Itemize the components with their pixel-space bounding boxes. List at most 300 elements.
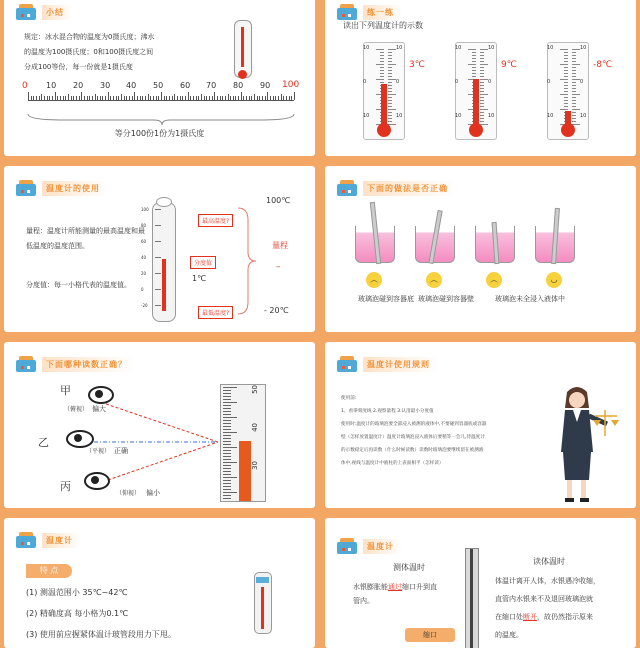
scale-tick [60, 96, 61, 100]
measure-text [353, 580, 473, 608]
scale-tick [84, 96, 85, 100]
scale-tick [572, 106, 576, 107]
scale-tick [560, 79, 568, 80]
blackboard-icon [16, 532, 36, 548]
scale-tick [376, 49, 384, 50]
scale-tick [560, 49, 568, 50]
scale-tick [472, 55, 476, 56]
scale-tick [472, 52, 476, 53]
slide-practice[interactable] [325, 0, 636, 156]
scale-tick [132, 96, 133, 100]
scale-tick [177, 96, 178, 100]
slide-clinical-thermometer[interactable] [4, 518, 315, 648]
rules-line: 1、看零刻度线 2.观察量程 3.认清最小分度值 [341, 409, 434, 414]
bracket [24, 112, 304, 126]
definition-line: 分成100等份，每一份就是1摄氏度 [24, 63, 133, 71]
instruction-text: 读出下列温度计的示数 [343, 21, 423, 30]
scale-tick [480, 94, 488, 95]
scale-tick [57, 96, 58, 100]
scale-tick [223, 435, 231, 436]
scale-tick [564, 97, 568, 98]
slide-header [16, 4, 72, 20]
scale-tick [254, 94, 255, 100]
scale-tick [560, 109, 568, 110]
mercury-column [241, 27, 244, 67]
scale-tick [388, 82, 392, 83]
scale-tick [564, 58, 568, 59]
scale-tick [41, 94, 42, 100]
read-line: 体温计离开人体，水银遇冷收缩， [495, 577, 600, 585]
scale-tick [55, 92, 56, 100]
slide-header [337, 356, 438, 372]
scale-tick [223, 489, 231, 490]
scale-tick [572, 97, 576, 98]
scale-tick [388, 88, 392, 89]
scale-tick [223, 462, 237, 463]
thermometer-illustration [141, 202, 176, 322]
rules-line: 使用前: [341, 396, 357, 401]
min-temp-label: 最低温度? [198, 306, 233, 319]
scale-tick [116, 96, 117, 100]
slide-thermometer-use[interactable] [4, 166, 315, 332]
range-definition: 量程：温度计所能测量的最高温度和最低温度的温度范围。 [26, 227, 145, 250]
scale-tick [73, 96, 74, 100]
read-line: 直管内水银来不及退回玻璃泡就 [495, 595, 593, 603]
mercury-column [261, 587, 264, 629]
scale-tick [468, 64, 476, 65]
scale-tick [182, 96, 183, 100]
scale-tick [572, 103, 576, 104]
scale-tick [480, 58, 484, 59]
scale-tick [480, 55, 484, 56]
eye-b-name: 乙 [38, 436, 49, 449]
feature-item: (3) 使用前应握紧体温计玻管段用力下甩。 [26, 630, 176, 639]
tick-label: 0 [141, 287, 144, 292]
scale-tick [230, 96, 231, 100]
scale-tick [480, 118, 484, 119]
blackboard-icon [337, 180, 357, 196]
scale-tick [214, 92, 215, 100]
scale-tick [388, 112, 392, 113]
thermometer-bulb [238, 70, 247, 79]
scale-tick [380, 67, 384, 68]
scale-tick [480, 100, 484, 101]
sad-face-icon: ︵ [486, 272, 502, 288]
scale-tick [223, 405, 231, 406]
scale-tick [572, 58, 576, 59]
scale-tick [388, 61, 392, 62]
scale-tick [265, 96, 266, 100]
slide-title: 温度计 [363, 539, 402, 554]
practice-thermometer [455, 42, 497, 140]
thermometer-illustration [234, 20, 252, 78]
scale-tick [65, 96, 66, 100]
division-definition: 分度值：每一小格代表的温度值。 [26, 281, 131, 289]
slide-title: 小结 [42, 5, 72, 20]
scale-tick [480, 70, 484, 71]
scale-tick [193, 96, 194, 100]
scale-tick [480, 76, 484, 77]
scale-tick [39, 96, 40, 100]
scale-tick [228, 94, 229, 100]
scale-tick [267, 92, 268, 100]
scale-number: 50 [251, 385, 259, 394]
blackboard-icon [337, 356, 357, 372]
scale-tick [223, 396, 231, 397]
scale-tick [275, 96, 276, 100]
tick-label: 10 [363, 45, 370, 51]
scale-tick [572, 109, 580, 110]
thermometer-ring [156, 197, 172, 207]
scale-tick [480, 73, 484, 74]
scale-tick [376, 64, 384, 65]
scale-tick [480, 97, 484, 98]
scale-tick [223, 456, 231, 457]
teacher-illustration [545, 382, 621, 504]
scale-tick [480, 61, 484, 62]
definition-line: 规定：冰水混合物的温度为0摄氏度；沸水 [24, 33, 155, 41]
scale-tick [564, 73, 568, 74]
scale-tick [137, 96, 138, 100]
tick-label: 10 [547, 113, 554, 119]
scale-tick [158, 96, 159, 100]
scale-tick [155, 289, 161, 290]
scale-tick [223, 480, 231, 481]
scale-tick [87, 96, 88, 100]
tick-label: 0 [580, 79, 584, 85]
scale-tick [142, 96, 143, 100]
scale-tick [223, 399, 231, 400]
scale-tick [124, 96, 125, 100]
scale-tick [47, 96, 48, 100]
bottom-value: - 20℃ [264, 306, 289, 315]
scale-tick [480, 79, 488, 80]
scale-label: 80 [233, 81, 244, 90]
scale-tick [223, 387, 237, 388]
neck-label: 缩口 [405, 628, 455, 642]
slide-title: 温度计使用规则 [363, 357, 438, 372]
scale-tick [223, 459, 231, 460]
scale-tick [223, 471, 231, 472]
scale-tick [388, 85, 392, 86]
tick-label: 0 [488, 79, 492, 85]
slide-title: 下面的做法是否正确 [363, 181, 456, 196]
scale-tick [118, 96, 119, 100]
mercury-column [381, 84, 387, 127]
scale-tick [140, 96, 141, 100]
scale-tick [380, 70, 384, 71]
scale-tick [472, 73, 476, 74]
tick-label: 100 [141, 207, 149, 212]
tick-label: -20 [141, 303, 148, 308]
scale-tick [105, 96, 106, 100]
read-highlight: 断开 [523, 613, 537, 621]
scale-tick [225, 96, 226, 100]
scale-tick [206, 96, 207, 100]
scale-tick [97, 96, 98, 100]
scale-tick [89, 96, 90, 100]
sight-lines [4, 342, 315, 508]
scale-tick [564, 100, 568, 101]
scale-tick [380, 82, 384, 83]
scale-tick [223, 414, 231, 415]
measure-text-part: 管内。 [353, 597, 374, 605]
scale-tick [223, 441, 231, 442]
scale-tick [388, 106, 392, 107]
tick-label: 10 [396, 113, 403, 119]
scale-tick [126, 96, 127, 100]
scale-tick [572, 85, 576, 86]
scale-tick [572, 70, 576, 71]
scale-label: 30 [100, 81, 111, 90]
scale-tick [564, 91, 568, 92]
slide-correct-usage[interactable] [325, 166, 636, 332]
scale-label: 70 [206, 81, 217, 90]
scale-tick [223, 417, 237, 418]
scale-tick [480, 52, 484, 53]
scale-tick [468, 49, 476, 50]
scale-tick [572, 55, 576, 56]
slide-header [337, 4, 402, 20]
scale-tick [388, 91, 392, 92]
scale-tick [480, 88, 484, 89]
scale-tick [560, 94, 568, 95]
scale-tick [196, 96, 197, 100]
scale-tick [148, 94, 149, 100]
mercury-column [162, 259, 166, 311]
max-temp-label: 最高温度? [198, 214, 233, 227]
scale-tick [388, 52, 392, 53]
scale-tick [480, 85, 484, 86]
scale-tick [572, 49, 580, 50]
scale-tick [564, 85, 568, 86]
scale-tick [480, 82, 484, 83]
scale-tick [564, 76, 568, 77]
scale-tick [223, 450, 231, 451]
blackboard-icon [337, 4, 357, 20]
tick-label: 10 [396, 45, 403, 51]
eye-c-result: 偏小 [146, 489, 160, 497]
definition-text [24, 30, 224, 75]
scale-tick [153, 96, 154, 100]
read-line: 在缩口处 [495, 613, 523, 621]
feature-tag: 特 点 [26, 564, 72, 578]
slide-header [337, 180, 456, 196]
scale-tick [121, 94, 122, 100]
scale-tick [223, 465, 231, 466]
scale-tick [480, 67, 484, 68]
slide-header [337, 538, 402, 554]
tick-label: 0 [455, 79, 459, 85]
scale-tick [223, 411, 231, 412]
tick-label: 80 [141, 223, 147, 228]
slide-summary[interactable] [4, 0, 315, 156]
scale-tick [380, 76, 384, 77]
rules-line: 体中,视线与温度计中液柱的上表面相平（怎样读） [341, 461, 444, 466]
scale-tick [212, 96, 213, 100]
scale-tick [169, 96, 170, 100]
feature-item: (1) 测温范围小 35℃~42℃ [26, 588, 128, 597]
feature-item: (2) 精确度高 每小格为0.1℃ [26, 609, 129, 618]
thermometer-bulb [377, 123, 391, 137]
scale-tick [472, 76, 476, 77]
thermometer-reading: 9℃ [501, 60, 517, 70]
division-value: 1℃ [192, 274, 207, 283]
measure-label: 测体温时 [393, 563, 425, 572]
scale-tick [155, 273, 161, 274]
slide-usage-rules[interactable] [325, 342, 636, 508]
read-text [495, 572, 631, 644]
scale-tick [259, 96, 260, 100]
thermometer-reading: 3℃ [409, 60, 425, 70]
thermometer-reading: -8℃ [593, 60, 613, 70]
eye-c-desc: （仰视） [116, 490, 141, 497]
scale-tick [388, 49, 396, 50]
scale-tick [572, 64, 580, 65]
slide-header [16, 532, 81, 548]
scale-tick [198, 96, 199, 100]
scale-tick [161, 92, 162, 100]
scale-tick [223, 402, 237, 403]
scale-tick [572, 100, 576, 101]
scale-tick [388, 94, 396, 95]
scale-tick [223, 498, 231, 499]
scale-tick [388, 100, 392, 101]
scale-tick [572, 88, 576, 89]
scale-tick [190, 96, 191, 100]
slide-reading-angle[interactable] [4, 342, 315, 508]
slide-title: 练一练 [363, 5, 402, 20]
scale-tick [472, 58, 476, 59]
eye-b-result: 正确 [114, 447, 128, 455]
tick-label: 0 [396, 79, 400, 85]
scale-tick [289, 96, 290, 100]
scale-tick [480, 115, 484, 116]
rules-line: 使用时:温度计的玻璃泡要全部浸入被测的液体中,不要碰到容器底或容器 [341, 422, 487, 427]
scale-tick [155, 225, 161, 226]
thermometer-cap [256, 577, 269, 583]
scale-tick [243, 96, 244, 100]
slide-title: 温度计的使用 [42, 181, 108, 196]
read-line: 的温度。 [495, 631, 523, 639]
scale-label: 60 [180, 81, 191, 90]
scale-tick [209, 96, 210, 100]
read-line: ，故仍然指示原来 [537, 613, 593, 621]
feature-list [26, 582, 176, 645]
scale-tick [155, 241, 161, 242]
thermometer-bulb [469, 123, 483, 137]
slide-header [16, 180, 108, 196]
eye-a-result: 偏大 [92, 405, 106, 413]
top-value: 100℃ [266, 196, 291, 205]
scale-tick [388, 79, 396, 80]
scale-tick [380, 73, 384, 74]
scale-tick [36, 96, 37, 100]
scale-tick [572, 82, 576, 83]
scale-tick [480, 109, 488, 110]
scale-tick [286, 96, 287, 100]
scale-tick [241, 92, 242, 100]
scale-tick [572, 115, 576, 116]
scale-tick [480, 64, 488, 65]
eye-a-desc: （俯视） [64, 406, 89, 413]
scale-tick [134, 92, 135, 100]
scale-tick [223, 393, 231, 394]
scale-tick [572, 94, 580, 95]
scale-tick [257, 96, 258, 100]
scale-label: 40 [126, 81, 137, 90]
scale-tick [283, 96, 284, 100]
mercury-thread [470, 549, 473, 648]
scale-tick [110, 96, 111, 100]
practice-thermometer [363, 42, 405, 140]
tick-label: 10 [455, 45, 462, 51]
scale-tick [145, 96, 146, 100]
scale-tick [49, 96, 50, 100]
scale-tick [572, 91, 576, 92]
thermometer-bulb [561, 123, 575, 137]
scale-tick [44, 96, 45, 100]
smiley-face-icon: ◡ [546, 272, 562, 288]
scale-tick [388, 97, 392, 98]
scale-tick [223, 432, 237, 433]
scale-tick [572, 73, 576, 74]
scale-tick [388, 118, 392, 119]
scale-tick [223, 408, 231, 409]
scale-tick [76, 96, 77, 100]
scale-label: 20 [73, 81, 84, 90]
scale-tick [164, 96, 165, 100]
scale-tick [102, 96, 103, 100]
scale-tick [223, 486, 231, 487]
scale-tick [113, 96, 114, 100]
scale-tick [388, 76, 392, 77]
scale-tick [223, 390, 231, 391]
range-label: 量程 [272, 241, 288, 250]
scale-tick [472, 61, 476, 62]
slide-title: 温度计 [42, 533, 81, 548]
scale-tick [388, 109, 396, 110]
scale-tick [223, 438, 231, 439]
read-label: 读体温时 [533, 557, 565, 566]
scale-tick [155, 209, 161, 210]
eye-icon [88, 386, 114, 404]
thermometer-tube [465, 548, 479, 648]
practice-thermometer [547, 42, 589, 140]
tick-label: 10 [363, 113, 370, 119]
range-brace [236, 206, 260, 316]
measure-text-part: 缩口升到直 [402, 583, 437, 591]
scale-tick [388, 67, 392, 68]
tick-label: 60 [141, 239, 147, 244]
caption-wall: 玻璃泡碰到容器壁 [418, 295, 474, 303]
scale-tick [388, 73, 392, 74]
slide-body-temperature[interactable] [325, 518, 636, 648]
scale-tick [572, 76, 576, 77]
scale-tick [155, 305, 161, 306]
scale-tick [204, 96, 205, 100]
scale-tick [291, 96, 292, 100]
scale-tick [572, 52, 576, 53]
scale-tick [223, 429, 231, 430]
blackboard-icon [16, 4, 36, 20]
scale-tick [223, 477, 237, 478]
scale-tick [380, 58, 384, 59]
scale-tick [564, 70, 568, 71]
scale-label-0: 0 [22, 81, 28, 91]
caption-bottom: 玻璃泡碰到容器底 [358, 295, 414, 303]
scale-tick [217, 96, 218, 100]
